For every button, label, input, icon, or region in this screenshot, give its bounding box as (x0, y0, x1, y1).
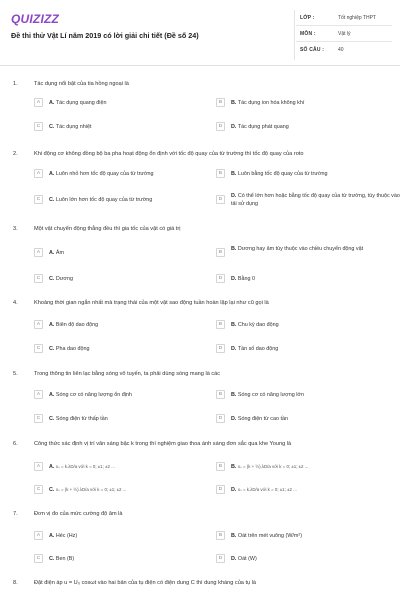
option-letter-box: A (34, 390, 43, 399)
option-text: Luôn nhỏ hơn tốc độ quay của từ trường (55, 171, 154, 177)
option-label: B. (231, 533, 237, 539)
question-number: 4. (13, 300, 18, 306)
option-letter-box: C (34, 195, 43, 204)
option-text: Dương hay âm tùy thuộc vào chiều chuyển động vật (237, 246, 364, 252)
question-number: 7. (13, 511, 18, 517)
option-letter-box: C (34, 274, 43, 283)
option-label: B. (231, 246, 237, 252)
option-label: D. (231, 416, 237, 422)
question-text: Công thức xác định vị trí vân sáng bậc k trong thí nghiệm giao thoa ánh sáng đơn sắc qua khe Young là (34, 441, 292, 447)
option-formula: xₛ = k.λD/a với k = 0; ±1; ±2 ... (55, 464, 115, 469)
option-label: B. (231, 322, 237, 328)
option-letter-box: B (216, 320, 225, 329)
option-text: Luôn lớn hơn tốc độ quay của từ trường (55, 197, 153, 203)
option-label: D. (231, 487, 237, 493)
meta-row-subject (296, 26, 392, 42)
option-letter-box: B (216, 98, 225, 107)
option-text: Biên độ dao động (55, 322, 99, 328)
option-text: Sóng cơ có năng lượng ổn định (55, 392, 132, 398)
meta-value: Vật lý (338, 31, 351, 37)
option-text: Ben (B) (55, 556, 75, 562)
option-letter-box: A (34, 248, 43, 257)
option-letter-box: D (216, 274, 225, 283)
question-number: 3. (13, 226, 18, 232)
option-text: Héc (Hz) (55, 533, 78, 539)
option-letter-box: D (216, 195, 225, 204)
option-label: C. (49, 124, 55, 130)
option-letter-box: A (34, 531, 43, 540)
option-formula: xₛ = (k + ½).λD/a với k = 0; ±1; ±2 ... (237, 464, 309, 469)
option-label: B. (231, 392, 237, 398)
meta-key: MÔN : (300, 31, 316, 37)
option-formula: xₛ = k.λD/a với k = 0; ±1; ±2 ... (237, 487, 297, 492)
meta-panel (296, 10, 392, 58)
option-text: Sóng điện từ thấp tần (55, 416, 108, 422)
question-number: 6. (13, 441, 18, 447)
question-text: Một vật chuyển động thẳng đều thì gia tốc của vật có giá trị (34, 226, 181, 232)
question-text: Đơn vị đo của mức cường độ âm là (34, 511, 123, 517)
option-label: C. (49, 556, 55, 562)
option-label: D. (231, 556, 237, 562)
option-letter-box: D (216, 122, 225, 131)
option-label: A. (49, 533, 55, 539)
option-letter-box: C (34, 414, 43, 423)
option-text: Tác dụng phát quang (237, 124, 289, 130)
option-label: C. (49, 487, 55, 493)
option-letter-box: B (216, 462, 225, 471)
option-label: C. (49, 416, 55, 422)
option-letter-box: A (34, 98, 43, 107)
option-letter-box: B (216, 169, 225, 178)
option-label: D. (231, 276, 237, 282)
option-letter-box: B (216, 531, 225, 540)
option-text: Dương (55, 276, 73, 282)
header-divider (294, 10, 295, 60)
option-label: D. (231, 193, 237, 199)
question-text: Trong thông tin liên lạc bằng sóng vô tuyến, ta phải dùng sóng mang là các (34, 371, 221, 377)
option-label: D. (231, 346, 237, 352)
question-text: Đặt điện áp u = U₀ cosωt vào hai bản của tụ điện có điện dung C thì dung kháng của tụ là (34, 580, 257, 586)
option-formula: xₛ = (k + ½).λD/a với k = 0; ±1; ±2 ... (55, 487, 127, 492)
question-number: 8. (13, 580, 18, 586)
option-letter-box: D (216, 344, 225, 353)
question-text: Khoảng thời gian ngắn nhất mà trạng thái của một vật sao động tuần hoàn lặp lại như cũ gọi là (34, 300, 269, 306)
option-text: Tần số dao động (237, 346, 279, 352)
option-letter-box: C (34, 122, 43, 131)
document-title: Đề thi thử Vật Lí năm 2019 có lời giải chi tiết (Đề số 24) (11, 31, 199, 40)
option-label: C. (49, 346, 55, 352)
option-letter-box: D (216, 414, 225, 423)
meta-value: Tốt nghiệp THPT (338, 15, 376, 21)
question-number: 2. (13, 151, 18, 157)
meta-key: SỐ CÂU : (300, 47, 325, 53)
option-text: Sóng điện từ cao tần (237, 416, 288, 422)
option-letter-box: D (216, 485, 225, 494)
option-text: Chu kỳ dao động (237, 322, 279, 328)
question-text: Khi động cơ không đồng bộ ba pha hoạt động ổn định với tốc độ quay của từ trường thì tốc độ quay của roto (34, 151, 304, 157)
option-label: B. (231, 464, 237, 470)
option-text: Pha dao động (55, 346, 90, 352)
option-letter-box: A (34, 320, 43, 329)
option-label: A. (49, 322, 55, 328)
question-text: Tác dụng nổi bật của tia hồng ngoại là (34, 81, 129, 87)
meta-row-count (296, 42, 392, 58)
option-label: A. (49, 250, 55, 256)
option-text: Bằng 0 (237, 276, 255, 282)
option-letter-box: C (34, 485, 43, 494)
option-label: C. (49, 276, 55, 282)
option-letter-box: A (34, 462, 43, 471)
option-letter-box: C (34, 554, 43, 563)
option-text: Sóng cơ có năng lượng lớn (237, 392, 304, 398)
option-text: Tác dụng ion hóa không khí (237, 100, 305, 106)
option-text: Có thể lớn hơn hoặc bằng tốc độ quay của từ trường, tùy thuộc vào tải sử dụng (231, 193, 400, 207)
option-letter-box: B (216, 248, 225, 257)
question-number: 5. (13, 371, 18, 377)
option-label: A. (49, 171, 55, 177)
option-text: Oát trên mét vuông (W/m²) (237, 533, 303, 539)
question-number: 1. (13, 81, 18, 87)
option-text: Tác dụng nhiệt (55, 124, 92, 130)
document-header (0, 0, 400, 66)
option-letter-box: B (216, 390, 225, 399)
option-label: A. (49, 100, 55, 106)
option-letter-box: D (216, 554, 225, 563)
meta-row-class (296, 10, 392, 26)
option-letter-box: A (34, 169, 43, 178)
option-text: Oát (W) (237, 556, 257, 562)
meta-value: 40 (338, 47, 344, 53)
option-label: A. (49, 464, 55, 470)
meta-key: LỚP : (300, 15, 315, 21)
option-label: B. (231, 100, 237, 106)
option-label: A. (49, 392, 55, 398)
quizizz-logo[interactable]: QUIZIZZ (11, 12, 60, 26)
option-label: D. (231, 124, 237, 130)
option-label: B. (231, 171, 237, 177)
option-label: C. (49, 197, 55, 203)
option-text: Âm (55, 250, 64, 256)
option-text: Luôn bằng tốc độ quay của từ trường (237, 171, 328, 177)
option-text: Tác dụng quang điện (55, 100, 107, 106)
option-letter-box: C (34, 344, 43, 353)
